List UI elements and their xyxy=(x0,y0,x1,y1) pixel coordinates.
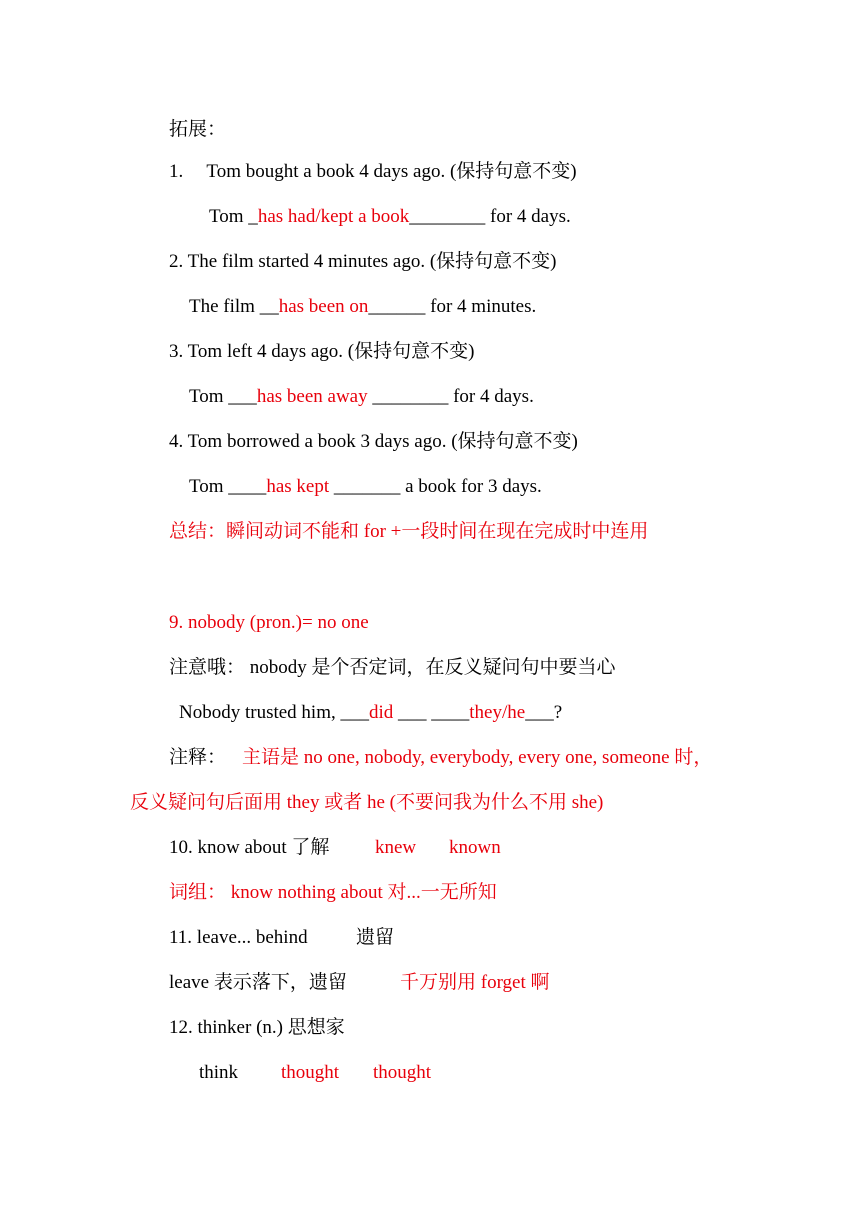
item-10-past-participle: known xyxy=(449,837,501,858)
exercise-1-answer-text: has had/kept a book xyxy=(257,206,410,227)
exercise-4-suffix: _______ a book for 3 days. xyxy=(333,476,542,497)
exercise-3-answer-text: has been away xyxy=(256,386,373,407)
item-9-note2-label: 注释： xyxy=(169,747,227,768)
item-9-example-mid: ___ ____ xyxy=(393,702,470,723)
exercise-1-suffix: for 4 days. xyxy=(485,206,571,227)
exercise-1-text: Tom bought a book 4 days ago. (保持句意不变) xyxy=(206,161,577,182)
exercise-2-question: 2. The film started 4 minutes ago. (保持句意不变) xyxy=(169,251,557,272)
item-9-answer-they: they/he xyxy=(469,702,526,723)
exercise-3-question: 3. Tom left 4 days ago. (保持句意不变) xyxy=(169,341,475,362)
item-11-warning: 千万别用 forget 啊 xyxy=(400,972,550,993)
item-10-title: 10. know about 了解 xyxy=(169,837,330,858)
item-12-base: think xyxy=(199,1062,239,1083)
item-9-note2 xyxy=(169,746,712,770)
exercise-4-question: 4. Tom borrowed a book 3 days ago. (保持句意不变) xyxy=(169,431,578,452)
item-10-phrase: 词组： know nothing about 对...一无所知 xyxy=(169,882,497,903)
item-11-title: 11. leave... behind xyxy=(169,927,308,948)
exercise-3-suffix: ________ for 4 days. xyxy=(372,386,534,407)
exercise-1-prefix: Tom _ xyxy=(209,206,258,227)
exercise-2-prefix: The film __ xyxy=(189,296,279,317)
item-12-past-participle: thought xyxy=(373,1062,432,1083)
item-9-note: 注意哦： nobody 是个否定词，在反义疑问句中要当心 xyxy=(169,657,616,678)
exercise-1-number: 1. xyxy=(169,161,184,182)
item-9-example-suffix: ___? xyxy=(525,702,563,723)
exercise-4-answer-text: has kept xyxy=(266,476,334,497)
item-9-note2-text: 主语是 no one, nobody, everybody, every one, someone 时， xyxy=(242,747,713,768)
exercise-2-answer xyxy=(189,295,536,319)
item-10-past: knew xyxy=(375,837,417,858)
item-9-answer-did: did xyxy=(369,702,394,723)
summary: 总结：瞬间动词不能和 for +一段时间在现在完成时中连用 xyxy=(169,521,649,542)
exercise-2-answer-text: has been on xyxy=(278,296,369,317)
item-9-note2-continued: 反义疑问句后面用 they 或者 he (不要问我为什么不用 she) xyxy=(130,792,604,813)
exercise-1-answer xyxy=(209,205,571,229)
item-12-title: 12. thinker (n.) 思想家 xyxy=(169,1017,345,1038)
exercise-2-suffix: ______ for 4 minutes. xyxy=(368,296,537,317)
exercise-3-prefix: Tom ___ xyxy=(189,386,257,407)
exercise-1-blank: ________ xyxy=(409,206,486,227)
exercise-1-question xyxy=(169,160,577,184)
item-9-example xyxy=(179,701,562,725)
item-12-past: thought xyxy=(281,1062,340,1083)
heading: 拓展： xyxy=(169,119,227,140)
item-11-note: leave 表示落下，遗留 xyxy=(169,972,347,993)
exercise-4-prefix: Tom ____ xyxy=(189,476,267,497)
exercise-4-answer xyxy=(189,475,542,499)
item-9-example-prefix: Nobody trusted him, ___ xyxy=(179,702,369,723)
exercise-3-answer xyxy=(189,385,534,409)
item-9-title: 9. nobody (pron.)= no one xyxy=(169,612,369,633)
item-11-meaning: 遗留 xyxy=(356,927,395,948)
